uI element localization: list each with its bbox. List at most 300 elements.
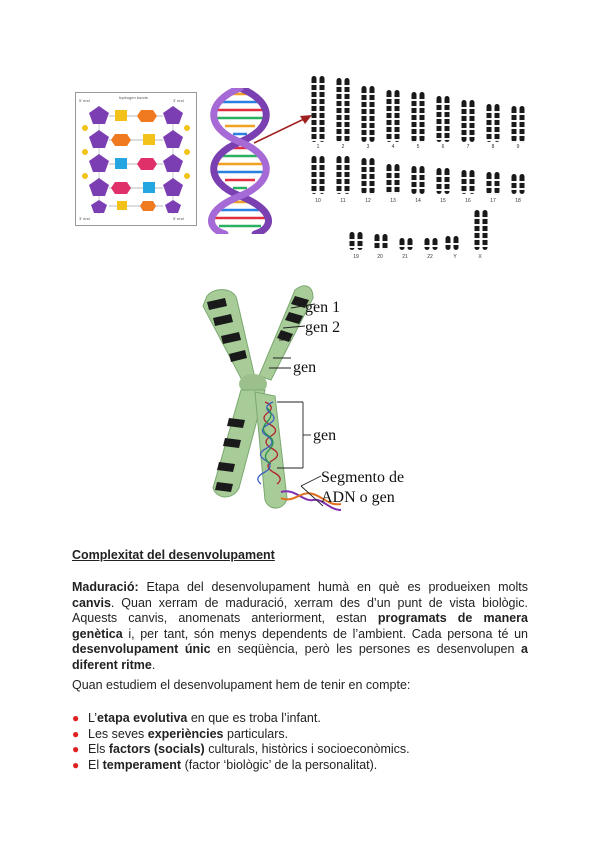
chromosome-band: [512, 188, 517, 190]
chromosome-band: [454, 243, 459, 245]
karyotype-label: 5: [416, 144, 420, 150]
chromosome-band: [520, 188, 525, 190]
chromosome-band: [320, 104, 325, 106]
chromosome-band: [345, 141, 350, 143]
chromosome-band: [395, 185, 400, 187]
item-text: culturals, històrics i socioeconòmics.: [204, 742, 410, 757]
chromosome-shape: [433, 238, 438, 250]
chromosome-band: [312, 83, 317, 85]
chromosome-band: [370, 121, 375, 123]
item-text: Les seves: [88, 726, 148, 741]
bond-label: hydrogen bonds: [119, 95, 148, 100]
chromosome-band: [345, 134, 350, 136]
chromosome-band: [320, 170, 325, 172]
chromosome-band: [395, 97, 400, 99]
bullet-icon: ●: [72, 711, 80, 725]
chromosome-band: [462, 121, 467, 123]
chromosome-band: [520, 134, 525, 136]
para-text: en seqüència, però les persones es desenvolupen: [210, 642, 522, 657]
chromosome-shape: [400, 238, 405, 250]
karyotype-label: 16: [465, 198, 471, 204]
chromosome-band: [337, 127, 342, 129]
chromosome-band: [462, 184, 467, 186]
chromosome-band: [362, 186, 367, 188]
chromosome-band: [483, 238, 488, 240]
chromosome-shape: [425, 238, 430, 250]
chromosome-band: [383, 241, 388, 243]
item-bold: factors (socials): [108, 742, 205, 757]
chromosome-band: [345, 184, 350, 186]
chromosome-band: [420, 187, 425, 189]
gene-label-3: gen: [293, 359, 317, 376]
chromosome-band: [412, 120, 417, 122]
chromosome-band: [312, 125, 317, 127]
chromosome-shape: [337, 78, 342, 142]
chromosome-band: [483, 224, 488, 226]
chromosome-band: [370, 193, 375, 195]
chromosome-band: [337, 85, 342, 87]
chromosome-band: [320, 111, 325, 113]
chromosome-band: [387, 132, 392, 134]
chromosome-band: [462, 191, 467, 193]
chromosome-band: [420, 134, 425, 136]
chromosome-band: [337, 177, 342, 179]
chromosome-band: [337, 113, 342, 115]
chromosome-band: [320, 118, 325, 120]
chromosome-band: [387, 111, 392, 113]
chromosome-band: [512, 141, 517, 143]
chromosome-band: [312, 111, 317, 113]
chromosome-band: [495, 186, 500, 188]
chromosome-band: [312, 132, 317, 134]
chromosome-band: [495, 193, 500, 195]
chromosome-band: [345, 127, 350, 129]
item-text: (factor ‘biològic’ de la personalitat).: [181, 757, 378, 772]
chromosome-band: [512, 127, 517, 129]
chromosome-band: [475, 231, 480, 233]
chromosome-band: [383, 248, 388, 250]
chromosome-band: [487, 186, 492, 188]
item-text: en que es troba l’infant.: [187, 711, 321, 725]
chromosome-band: [320, 163, 325, 165]
karyotype-row-1-labels: [317, 144, 520, 150]
karyotype-label: 8: [491, 144, 495, 150]
chromosome-band: [320, 83, 325, 85]
karyotype-label: 10: [315, 198, 321, 204]
chromosome-band: [512, 120, 517, 122]
chromosome-band: [512, 113, 517, 115]
chromosome-shape: [520, 106, 525, 142]
chromosome-band: [370, 172, 375, 174]
chromosome-shape: [512, 106, 517, 142]
chromosome-band: [370, 165, 375, 167]
chromosome-band: [462, 107, 467, 109]
segment-label-line2: ADN o gen: [321, 489, 395, 506]
karyotype-label: 15: [440, 198, 446, 204]
chromosome-band: [412, 127, 417, 129]
chromosome-band: [445, 110, 450, 112]
chromosome-band: [445, 117, 450, 119]
bullet-icon: ●: [72, 742, 80, 757]
chromosome-band: [420, 141, 425, 143]
chromosome-band: [350, 239, 355, 241]
chromosome-band: [387, 104, 392, 106]
karyotype-figure: [300, 68, 530, 264]
chromosome-shape: [487, 104, 492, 142]
section-title: Complexitat del desenvolupament: [72, 548, 275, 562]
chromosome-band: [495, 118, 500, 120]
chromosome-band: [487, 111, 492, 113]
item-text: L’: [88, 711, 98, 725]
chromosome-band: [312, 191, 317, 193]
chromosome-band: [387, 97, 392, 99]
chromosome-band: [487, 125, 492, 127]
chromosome-band: [337, 120, 342, 122]
karyotype-label: 3: [366, 144, 370, 150]
chromosome-band: [370, 114, 375, 116]
karyotype-label: 6: [441, 144, 445, 150]
chromosome-band: [345, 177, 350, 179]
chromosome-band: [320, 191, 325, 193]
strand-label-top-left: 5' end: [79, 98, 90, 103]
chromosome-band: [445, 138, 450, 140]
chromosome-band: [483, 231, 488, 233]
chromosome-band: [345, 113, 350, 115]
chromosome-band: [395, 139, 400, 141]
chromosome-band: [395, 178, 400, 180]
chromosome-band: [395, 192, 400, 194]
chromosome-band: [470, 191, 475, 193]
chromosome-band: [400, 245, 405, 247]
gene-label-2: gen 2: [305, 319, 341, 336]
chromosome-band: [387, 118, 392, 120]
karyotype-label: 13: [390, 198, 396, 204]
chromosome-band: [512, 181, 517, 183]
chromosome-band: [312, 170, 317, 172]
chromosome-band: [337, 106, 342, 108]
chromosome-band: [395, 132, 400, 134]
chromosome-band: [437, 110, 442, 112]
chromosome-band: [420, 127, 425, 129]
strand-label-bottom-left: 3' end: [79, 216, 90, 221]
chromosome-band: [387, 178, 392, 180]
chromosome-band: [420, 106, 425, 108]
chromosome-band: [320, 177, 325, 179]
karyotype-label: 17: [490, 198, 496, 204]
chromosome-band: [445, 124, 450, 126]
karyotype-label: 11: [340, 198, 346, 204]
karyotype-label: Y: [453, 254, 457, 260]
chromosome-shape: [320, 156, 325, 194]
chromosome-band: [495, 179, 500, 181]
chromosome-band: [437, 182, 442, 184]
chromosome-band: [475, 224, 480, 226]
chromosome-band: [412, 134, 417, 136]
chromosome-band: [420, 180, 425, 182]
chromosome-band: [345, 106, 350, 108]
karyotype-row-3-labels: [353, 254, 482, 260]
chromosome-shape: [362, 158, 367, 194]
maduracio-paragraph: [72, 580, 528, 674]
chromosome-band: [387, 192, 392, 194]
chromosome-shape: [475, 210, 480, 250]
chromosome-band: [362, 172, 367, 174]
item-text: El: [88, 757, 103, 772]
chromosome-shape: [495, 172, 500, 194]
chromosome-band: [437, 117, 442, 119]
chromosome-band: [370, 135, 375, 137]
item-bold: temperament: [102, 757, 182, 772]
chromosome-band: [470, 177, 475, 179]
chromosome-band: [462, 177, 467, 179]
bullet-icon: ●: [72, 726, 80, 741]
chromosome-band: [395, 125, 400, 127]
chromosome-band: [345, 92, 350, 94]
karyotype-label: 19: [353, 254, 359, 260]
chromosome-band: [370, 186, 375, 188]
chromosome-shape: [462, 170, 467, 194]
chromosome-band: [475, 245, 480, 247]
chromosome-band: [412, 106, 417, 108]
strand-label-bottom-right: 5' end: [173, 216, 184, 221]
chromosome-band: [520, 120, 525, 122]
chromosome-shape: [408, 238, 413, 250]
karyotype-label: 14: [415, 198, 421, 204]
chromosome-band: [437, 124, 442, 126]
karyotype-label: X: [478, 254, 482, 260]
chromosome-band: [337, 184, 342, 186]
chromosome-band: [420, 120, 425, 122]
karyotype-label: 7: [466, 144, 470, 150]
chromosome-band: [362, 114, 367, 116]
chromosome-band: [487, 139, 492, 141]
chromosome-band: [337, 170, 342, 172]
chromosome-band: [320, 97, 325, 99]
chromosome-band: [395, 104, 400, 106]
chromosome-band: [445, 175, 450, 177]
list-item: [72, 742, 410, 758]
list-item: [72, 758, 410, 774]
chromosome-band: [337, 163, 342, 165]
chromosome-band: [320, 139, 325, 141]
dna-structure-diagram: [75, 92, 197, 226]
chromosome-band: [312, 184, 317, 186]
chromosome-band: [462, 114, 467, 116]
karyotype-label: 21: [402, 254, 408, 260]
para-bold: programats de manera genètica: [72, 611, 528, 641]
para-text: .: [151, 657, 156, 672]
chromosome-band: [412, 141, 417, 143]
chromosome-band: [412, 173, 417, 175]
chromosome-band: [483, 217, 488, 219]
para-bold: a diferent ritme: [72, 642, 528, 672]
chromosome-band: [312, 104, 317, 106]
chromosome-band: [362, 135, 367, 137]
chromosome-band: [320, 90, 325, 92]
chromosome-shape: [520, 174, 525, 194]
chromosome-band: [495, 111, 500, 113]
chromosome-band: [358, 246, 363, 248]
chromosome-shape: [345, 156, 350, 194]
chromosome-band: [312, 90, 317, 92]
chromosome-band: [487, 132, 492, 134]
chromosome-band: [320, 184, 325, 186]
chromosome-band: [470, 107, 475, 109]
para-text: Etapa del desenvolupament humà en què es produeixen molts: [138, 580, 528, 594]
chromosome-band: [520, 113, 525, 115]
chromosome-band: [446, 243, 451, 245]
para-bold: canvis: [72, 595, 111, 610]
list-item: [72, 727, 410, 743]
chromosome-band: [445, 189, 450, 191]
chromosome-band: [362, 179, 367, 181]
chromosome-band: [362, 193, 367, 195]
chromosome-band: [387, 171, 392, 173]
chromosome-shape: [345, 78, 350, 142]
double-helix-image: [205, 88, 275, 234]
strand-label-top-right: 3' end: [173, 98, 184, 103]
chromosome-band: [375, 241, 380, 243]
chromosome-band: [475, 217, 480, 219]
chromosome-band: [495, 139, 500, 141]
chromosome-band: [475, 238, 480, 240]
chromosome-band: [420, 113, 425, 115]
chromosome-band: [420, 99, 425, 101]
karyotype-label: 12: [365, 198, 371, 204]
chromosome-band: [470, 135, 475, 137]
chromosome-band: [495, 125, 500, 127]
chromosome-band: [387, 139, 392, 141]
gene-label-1: gen 1: [305, 299, 341, 316]
chromosome-band: [462, 135, 467, 137]
chromosome-band: [470, 128, 475, 130]
karyotype-label: 18: [515, 198, 521, 204]
chromosome-band: [412, 180, 417, 182]
chromosome-band: [425, 245, 430, 247]
chromosome-gene-figure: [195, 278, 465, 530]
chromosome-shape: [495, 104, 500, 142]
chromosome-shape: [487, 172, 492, 194]
chromosome-band: [312, 163, 317, 165]
chromosome-band: [412, 113, 417, 115]
karyotype-chromosomes: [312, 76, 525, 250]
chromosome-shape: [312, 156, 317, 194]
chromosome-band: [520, 127, 525, 129]
para-bold: desenvolupament únic: [72, 642, 211, 657]
chromosome-band: [520, 181, 525, 183]
chromosome-band: [345, 85, 350, 87]
para-text: . Quan xerram de maduració, xerram des d’un punt de vista biològic. Aquests canvis, anomenats anteriorment, estan: [72, 595, 528, 626]
chromosome-band: [437, 131, 442, 133]
chromosome-band: [520, 141, 525, 143]
para-text: i, per tant, són menys dependents de l’ambient. Cada persona té un: [122, 626, 528, 641]
chromosome-band: [320, 132, 325, 134]
chromosome-band: [387, 125, 392, 127]
chromosome-band: [370, 179, 375, 181]
chromosome-band: [437, 138, 442, 140]
item-text: Els: [88, 742, 109, 757]
chromosome-band: [362, 93, 367, 95]
chromosome-band: [312, 139, 317, 141]
chromosome-band: [370, 100, 375, 102]
chromosome-band: [487, 179, 492, 181]
chromosome-band: [487, 193, 492, 195]
chromosome-band: [445, 182, 450, 184]
chromosome-band: [470, 114, 475, 116]
item-text: particulars.: [223, 726, 289, 741]
chromosome-band: [320, 125, 325, 127]
chromosome-band: [345, 99, 350, 101]
karyotype-label: 9: [516, 144, 520, 150]
karyotype-row-2-labels: [315, 198, 521, 204]
chromosome-band: [362, 100, 367, 102]
chromosome-band: [470, 184, 475, 186]
chromosome-band: [345, 191, 350, 193]
chromosome-band: [337, 92, 342, 94]
bullet-icon: ●: [72, 757, 80, 772]
chromosome-band: [350, 246, 355, 248]
chromosome-band: [312, 177, 317, 179]
chromosome-band: [370, 93, 375, 95]
chromosome-band: [345, 170, 350, 172]
chromosome-band: [387, 185, 392, 187]
chromosome-band: [362, 165, 367, 167]
chromosome-band: [362, 107, 367, 109]
chromosome-shape: [470, 170, 475, 194]
chromosome-band: [412, 187, 417, 189]
chromosome-band: [370, 107, 375, 109]
chromosome-band: [470, 121, 475, 123]
chromosome-shape: [512, 174, 517, 194]
karyotype-label: 4: [391, 144, 395, 150]
karyotype-label: 2: [341, 144, 345, 150]
gene-label-4: gen: [313, 427, 337, 444]
chromosome-band: [495, 132, 500, 134]
chromosome-shape: [337, 156, 342, 194]
segment-label-line1: Segmento de: [321, 469, 405, 486]
karyotype-label: 22: [427, 254, 433, 260]
item-bold: experiències: [147, 726, 224, 741]
chromosome-band: [345, 163, 350, 165]
chromosome-band: [312, 97, 317, 99]
chromosome-band: [437, 175, 442, 177]
chromosome-band: [337, 141, 342, 143]
chromosome-band: [395, 111, 400, 113]
factors-list: [72, 711, 410, 773]
chromosome-band: [337, 99, 342, 101]
chromosome-band: [312, 118, 317, 120]
chromosome-band: [337, 134, 342, 136]
list-item: [72, 711, 410, 727]
chromosome-band: [445, 131, 450, 133]
item-bold: etapa evolutiva: [97, 711, 188, 725]
chromosome-shape: [370, 158, 375, 194]
intro-text: Quan estudiem el desenvolupament hem de tenir en compte:: [72, 678, 411, 692]
chromosome-band: [395, 118, 400, 120]
chromosome-band: [370, 128, 375, 130]
chromosome-band: [395, 171, 400, 173]
chromosome-band: [445, 103, 450, 105]
chromosome-band: [362, 128, 367, 130]
chromosome-band: [462, 128, 467, 130]
chromosome-band: [358, 239, 363, 241]
chromosome-band: [408, 245, 413, 247]
chromosome-band: [433, 245, 438, 247]
chromosome-band: [420, 173, 425, 175]
chromosome-band: [487, 118, 492, 120]
chromosome-band: [362, 121, 367, 123]
karyotype-label: 1: [316, 144, 320, 150]
